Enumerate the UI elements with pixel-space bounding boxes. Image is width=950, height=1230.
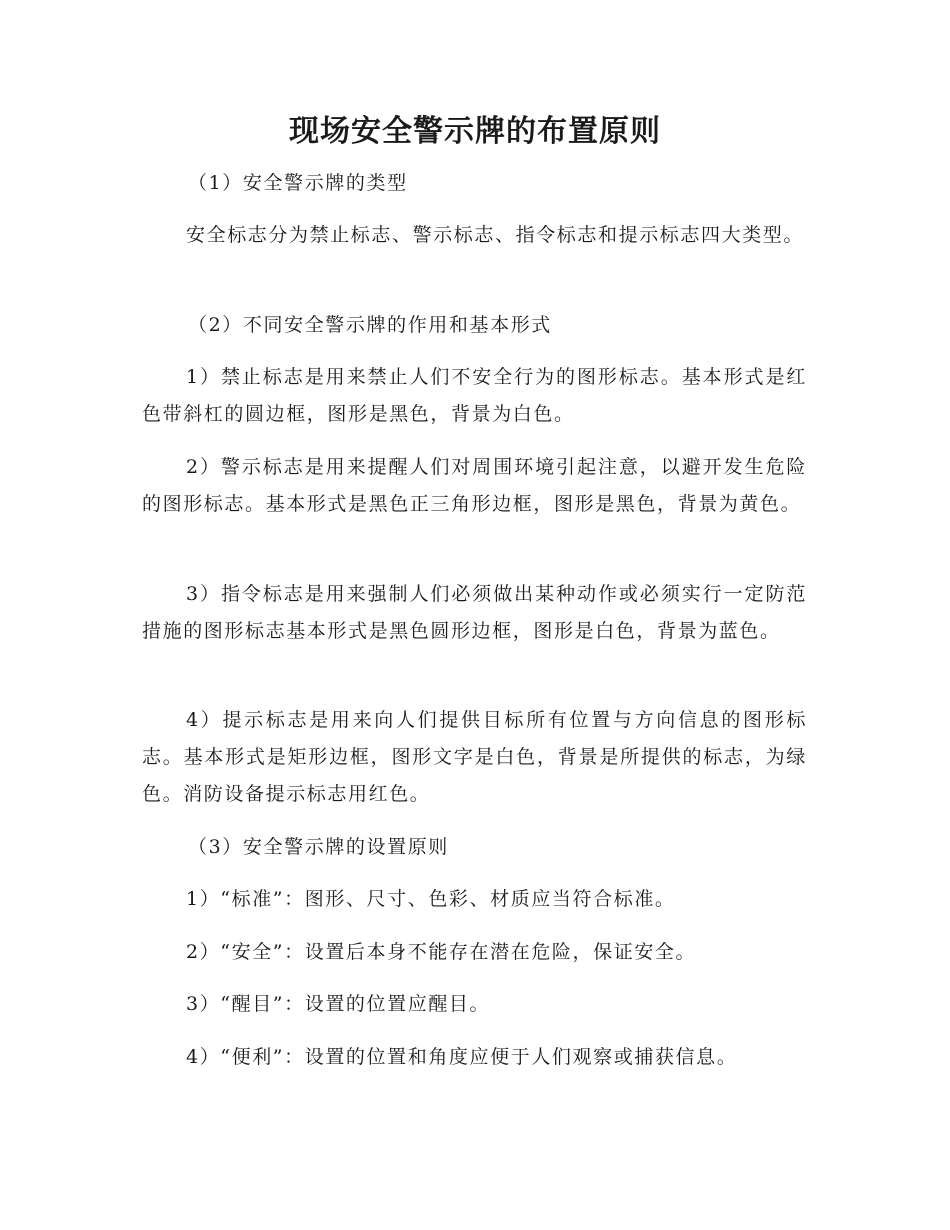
- principle-conspicuous: 3）“醒目”：设置的位置应醒目。: [186, 993, 491, 1015]
- section-heading-3: （3）安全警示牌的设置原则: [188, 836, 449, 858]
- section-heading-2: （2）不同安全警示牌的作用和基本形式: [188, 314, 552, 336]
- paragraph-prohibition-sign: 1）禁止标志是用来禁止人们不安全行为的图形标志。基本形式是红色带斜杠的圆边框，图形是黑色，背景为白色。: [142, 366, 807, 425]
- paragraph-information-sign: 4）提示标志是用来向人们提供目标所有位置与方向信息的图形标志。基本形式是矩形边框，图形文字是白色，背景是所提供的标志，为绿色。消防设备提示标志用红色。: [142, 709, 807, 805]
- section-heading-1: （1）安全警示牌的类型: [188, 172, 408, 194]
- document-title: 现场安全警示牌的布置原则: [289, 114, 661, 149]
- principle-safety: 2）“安全”：设置后本身不能存在潜在危险，保证安全。: [186, 941, 697, 963]
- paragraph-sign-types: 安全标志分为禁止标志、警示标志、指令标志和提示标志四大类型。: [186, 224, 805, 246]
- principle-standard: 1）“标准”：图形、尺寸、色彩、材质应当符合标准。: [186, 888, 676, 910]
- paragraph-warning-sign: 2）警示标志是用来提醒人们对周围环境引起注意，以避开发生危险的图形标志。基本形式是黑色正三角形边框，图形是黑色，背景为黄色。: [142, 456, 807, 515]
- principle-convenience: 4）“便利”：设置的位置和角度应便于人们观察或捕获信息。: [186, 1046, 738, 1068]
- paragraph-mandatory-sign: 3）指令标志是用来强制人们必须做出某种动作或必须实行一定防范措施的图形标志基本形式是黑色圆形边框，图形是白色，背景为蓝色。: [142, 583, 807, 642]
